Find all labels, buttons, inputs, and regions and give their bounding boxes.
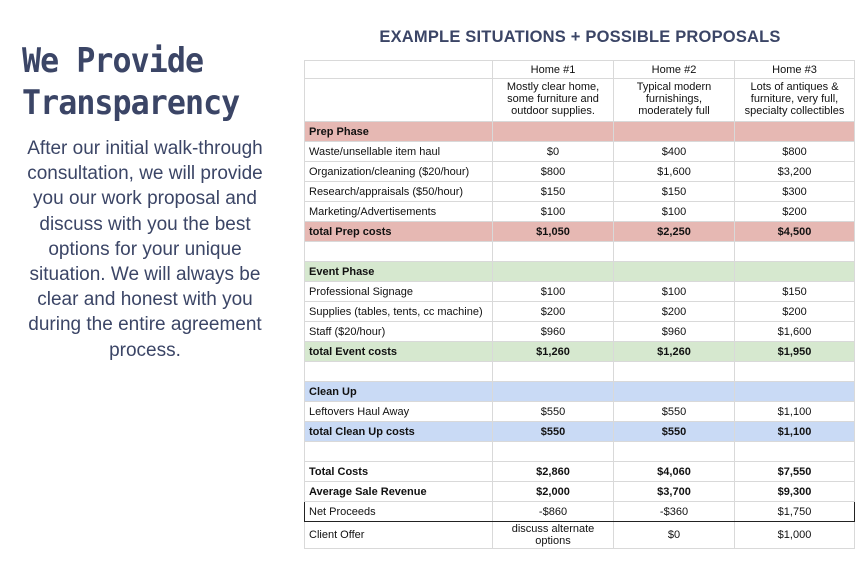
cell-home-3: $4,500: [735, 222, 855, 242]
description-row: [305, 79, 855, 122]
cell-home-2: $1,600: [614, 162, 735, 182]
cell-home-3: $9,300: [735, 482, 855, 502]
description-home-2: Typical modern furnishings, moderately full: [614, 79, 735, 122]
table-row: [305, 182, 855, 202]
row-label: Net Proceeds: [305, 502, 493, 522]
cell-home-3: $300: [735, 182, 855, 202]
table-row: [305, 142, 855, 162]
cell-home-2: $0: [614, 522, 735, 549]
heading-line-2: Transparency: [22, 83, 240, 123]
row-label: Total Costs: [305, 462, 493, 482]
header-home-2: Home #2: [614, 61, 735, 79]
cell-home-1: $200: [493, 302, 614, 322]
section-label: Prep Phase: [305, 122, 493, 142]
cleanup-total-row: [305, 422, 855, 442]
cell-home-3: $1,950: [735, 342, 855, 362]
section-label: Clean Up: [305, 382, 493, 402]
row-label: total Clean Up costs: [305, 422, 493, 442]
cell-home-1: $960: [493, 322, 614, 342]
row-label: Average Sale Revenue: [305, 482, 493, 502]
cell-home-2: $200: [614, 302, 735, 322]
header-blank: [305, 61, 493, 79]
cell-home-3: $1,000: [735, 522, 855, 549]
spacer-row: [305, 242, 855, 262]
heading-line-1: We Provide: [22, 41, 204, 81]
description-home-3: Lots of antiques & furniture, very full, specialty collectibles: [735, 79, 855, 122]
cell-home-3: $150: [735, 282, 855, 302]
cell-home-2: $4,060: [614, 462, 735, 482]
prep-total-row: [305, 222, 855, 242]
table-row: [305, 282, 855, 302]
row-label: Organization/cleaning ($20/hour): [305, 162, 493, 182]
row-label: Staff ($20/hour): [305, 322, 493, 342]
table-row: [305, 322, 855, 342]
cell-home-1: $550: [493, 422, 614, 442]
intro-panel: [0, 0, 290, 580]
table-row: [305, 162, 855, 182]
description-home-1: Mostly clear home, some furniture and outdoor supplies.: [493, 79, 614, 122]
net-proceeds-row: [305, 502, 855, 522]
cell-home-1: $550: [493, 402, 614, 422]
cell-home-3: $200: [735, 302, 855, 322]
row-label: Research/appraisals ($50/hour): [305, 182, 493, 202]
row-label: Marketing/Advertisements: [305, 202, 493, 222]
cell-home-2: $400: [614, 142, 735, 162]
cleanup-phase-header: [305, 382, 855, 402]
cell-home-2: $1,260: [614, 342, 735, 362]
row-label: total Event costs: [305, 342, 493, 362]
cell-home-1: $2,000: [493, 482, 614, 502]
cell-home-1: $800: [493, 162, 614, 182]
proposal-table: [304, 60, 855, 549]
client-offer-row: [305, 522, 855, 549]
cell-home-3: $1,100: [735, 402, 855, 422]
average-revenue-row: [305, 482, 855, 502]
page-heading: [22, 40, 264, 124]
event-phase-header: [305, 262, 855, 282]
cell-home-3: $3,200: [735, 162, 855, 182]
cell-home-3: $1,100: [735, 422, 855, 442]
cell-home-2: $100: [614, 282, 735, 302]
table-header-row: [305, 61, 855, 79]
row-label: Leftovers Haul Away: [305, 402, 493, 422]
cell-home-1: $100: [493, 282, 614, 302]
intro-paragraph: After our initial walk-through consultation, we will provide you our work proposal and discuss with you the best options for your unique situation. We will always be clear and honest with you during the entire agreement process.: [27, 138, 263, 361]
cell-home-1: $0: [493, 142, 614, 162]
cell-home-1: $100: [493, 202, 614, 222]
cell-home-1: $1,260: [493, 342, 614, 362]
row-label: Supplies (tables, tents, cc machine): [305, 302, 493, 322]
cell-home-2: -$360: [614, 502, 735, 522]
header-home-3: Home #3: [735, 61, 855, 79]
table-row: [305, 402, 855, 422]
spacer-row: [305, 362, 855, 382]
header-home-1: Home #1: [493, 61, 614, 79]
cell-home-1: $2,860: [493, 462, 614, 482]
description-blank: [305, 79, 493, 122]
cell-home-2: $100: [614, 202, 735, 222]
table-row: [305, 302, 855, 322]
cell-home-3: $7,550: [735, 462, 855, 482]
cell-home-3: $1,750: [735, 502, 855, 522]
event-total-row: [305, 342, 855, 362]
cell-home-3: $200: [735, 202, 855, 222]
cell-home-1: discuss alternate options: [493, 522, 614, 549]
cell-home-1: $1,050: [493, 222, 614, 242]
prep-phase-header: [305, 122, 855, 142]
cell-home-3: $1,600: [735, 322, 855, 342]
cell-home-2: $550: [614, 422, 735, 442]
table-row: [305, 202, 855, 222]
section-label: Event Phase: [305, 262, 493, 282]
cell-home-2: $150: [614, 182, 735, 202]
spacer-row: [305, 442, 855, 462]
total-costs-row: [305, 462, 855, 482]
cell-home-1: $150: [493, 182, 614, 202]
row-label: Client Offer: [305, 522, 493, 549]
cell-home-2: $3,700: [614, 482, 735, 502]
cell-home-2: $2,250: [614, 222, 735, 242]
cell-home-2: $960: [614, 322, 735, 342]
cell-home-2: $550: [614, 402, 735, 422]
table-title: EXAMPLE SITUATIONS + POSSIBLE PROPOSALS: [379, 28, 781, 46]
row-label: total Prep costs: [305, 222, 493, 242]
cell-home-3: $800: [735, 142, 855, 162]
cell-home-1: -$860: [493, 502, 614, 522]
row-label: Professional Signage: [305, 282, 493, 302]
row-label: Waste/unsellable item haul: [305, 142, 493, 162]
